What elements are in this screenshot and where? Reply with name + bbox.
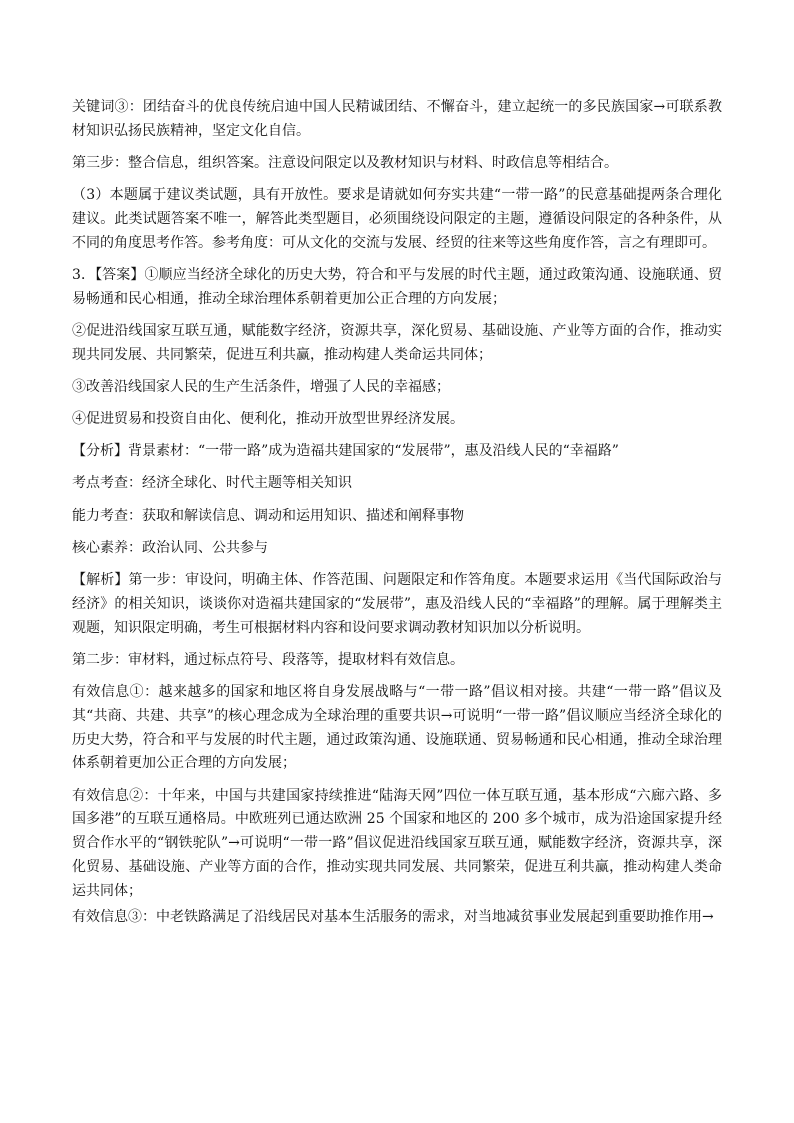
explanation-step-2: 第二步：审材料，通过标点符号、段落等，提取材料有效信息。 <box>72 651 464 668</box>
document-body <box>72 96 722 938</box>
analysis-ability: 能力考查：获取和解读信息、调动和运用知识、描述和阐释事物 <box>72 507 464 524</box>
effective-info-3: 有效信息③：中老铁路满足了沿线居民对基本生活服务的需求，对当地减贫事业发展起到重要助推作用→ <box>72 908 714 925</box>
keyword-3-paragraph: 关键词③：团结奋斗的优良传统启迪中国人民精诚团结、不懈奋斗，建立起统一的多民族国家→可联系教材知识弘扬民族精神，坚定文化自信。 <box>72 99 722 139</box>
step-3-paragraph: 第三步：整合信息，组织答案。注意设问限定以及教材知识与材料、时政信息等相结合。 <box>72 154 618 171</box>
effective-info-1: 有效信息①：越来越多的国家和地区将自身发展战略与“一带一路”倡议相对接。共建“一带一路”倡议及其“共商、共建、共享”的核心理念成为全球治理的重要共识→可说明“一带一路”倡议顺应当经济全球化的历史大势，符合和平与发展的时代主题，通过政策沟通、设施联通、贸易畅通和民心相通，推动全球治理体系朝着更加公正合理的方向发展； <box>72 684 722 772</box>
answer-3-point-4: ④促进贸易和投资自由化、便利化，推动开放型世界经济发展。 <box>72 411 464 428</box>
effective-info-2: 有效信息②：十年来，中国与共建国家持续推进“陆海天网”四位一体互联互通，基本形成“六廊六路、多国多港”的互联互通格局。中欧班列已通达欧洲 25 个国家和地区的 200 多个城市，成为沿途国家提升经贸合作水平的“钢铁驼队”→可说明“一带一路”倡议促进沿线国家互联互通，赋能数字经济，资源共享，深化贸易、基础设施、产业等方面的合作，推动实现共同发展、共同繁荣，促进互利共赢，推动构建人类命运共同体； <box>72 787 722 899</box>
analysis-knowledge: 考点考查：经济全球化、时代主题等相关知识 <box>72 475 352 492</box>
explanation-step-1: 【解析】第一步：审设问，明确主体、作答范围、问题限定和作答角度。本题要求运用《当代国际政治与经济》的相关知识，谈谈你对造福共建国家的“发展带”，惠及沿线人民的“幸福路”的理解。属于理解类主观题，知识限定明确，考生可根据材料内容和设问要求调动教材知识加以分析说明。 <box>72 572 722 636</box>
answer-3-point-1: 3．【答案】①顺应当经济全球化的历史大势，符合和平与发展的时代主题，通过政策沟通、设施联通、贸易畅通和民心相通，推动全球治理体系朝着更加公正合理的方向发展； <box>72 266 722 307</box>
answer-3-point-2: ②促进沿线国家互联互通，赋能数字经济，资源共享，深化贸易、基础设施、产业等方面的合作，推动实现共同发展、共同繁荣，促进互利共赢，推动构建人类命运共同体； <box>72 322 722 363</box>
analysis-background: 【分析】背景素材：“一带一路”成为造福共建国家的“发展带”，惠及沿线人民的“幸福路” <box>72 443 619 460</box>
analysis-core-literacy: 核心素养：政治认同、公共参与 <box>72 539 268 556</box>
answer-3-point-3: ③改善沿线国家人民的生产生活条件，增强了人民的幸福感； <box>72 378 450 395</box>
question-3-analysis-paragraph: （3）本题属于建议类试题，具有开放性。要求是请就如何夯实共建“一带一路”的民意基础提两条合理化建议。此类试题答案不唯一，解答此类型题目，必须围绕设问限定的主题，遵循设问限定的各种条件，从不同的角度思考作答。参考角度：可从文化的交流与发展、经贸的往来等这些角度作答，言之有理即可。 <box>72 187 722 251</box>
